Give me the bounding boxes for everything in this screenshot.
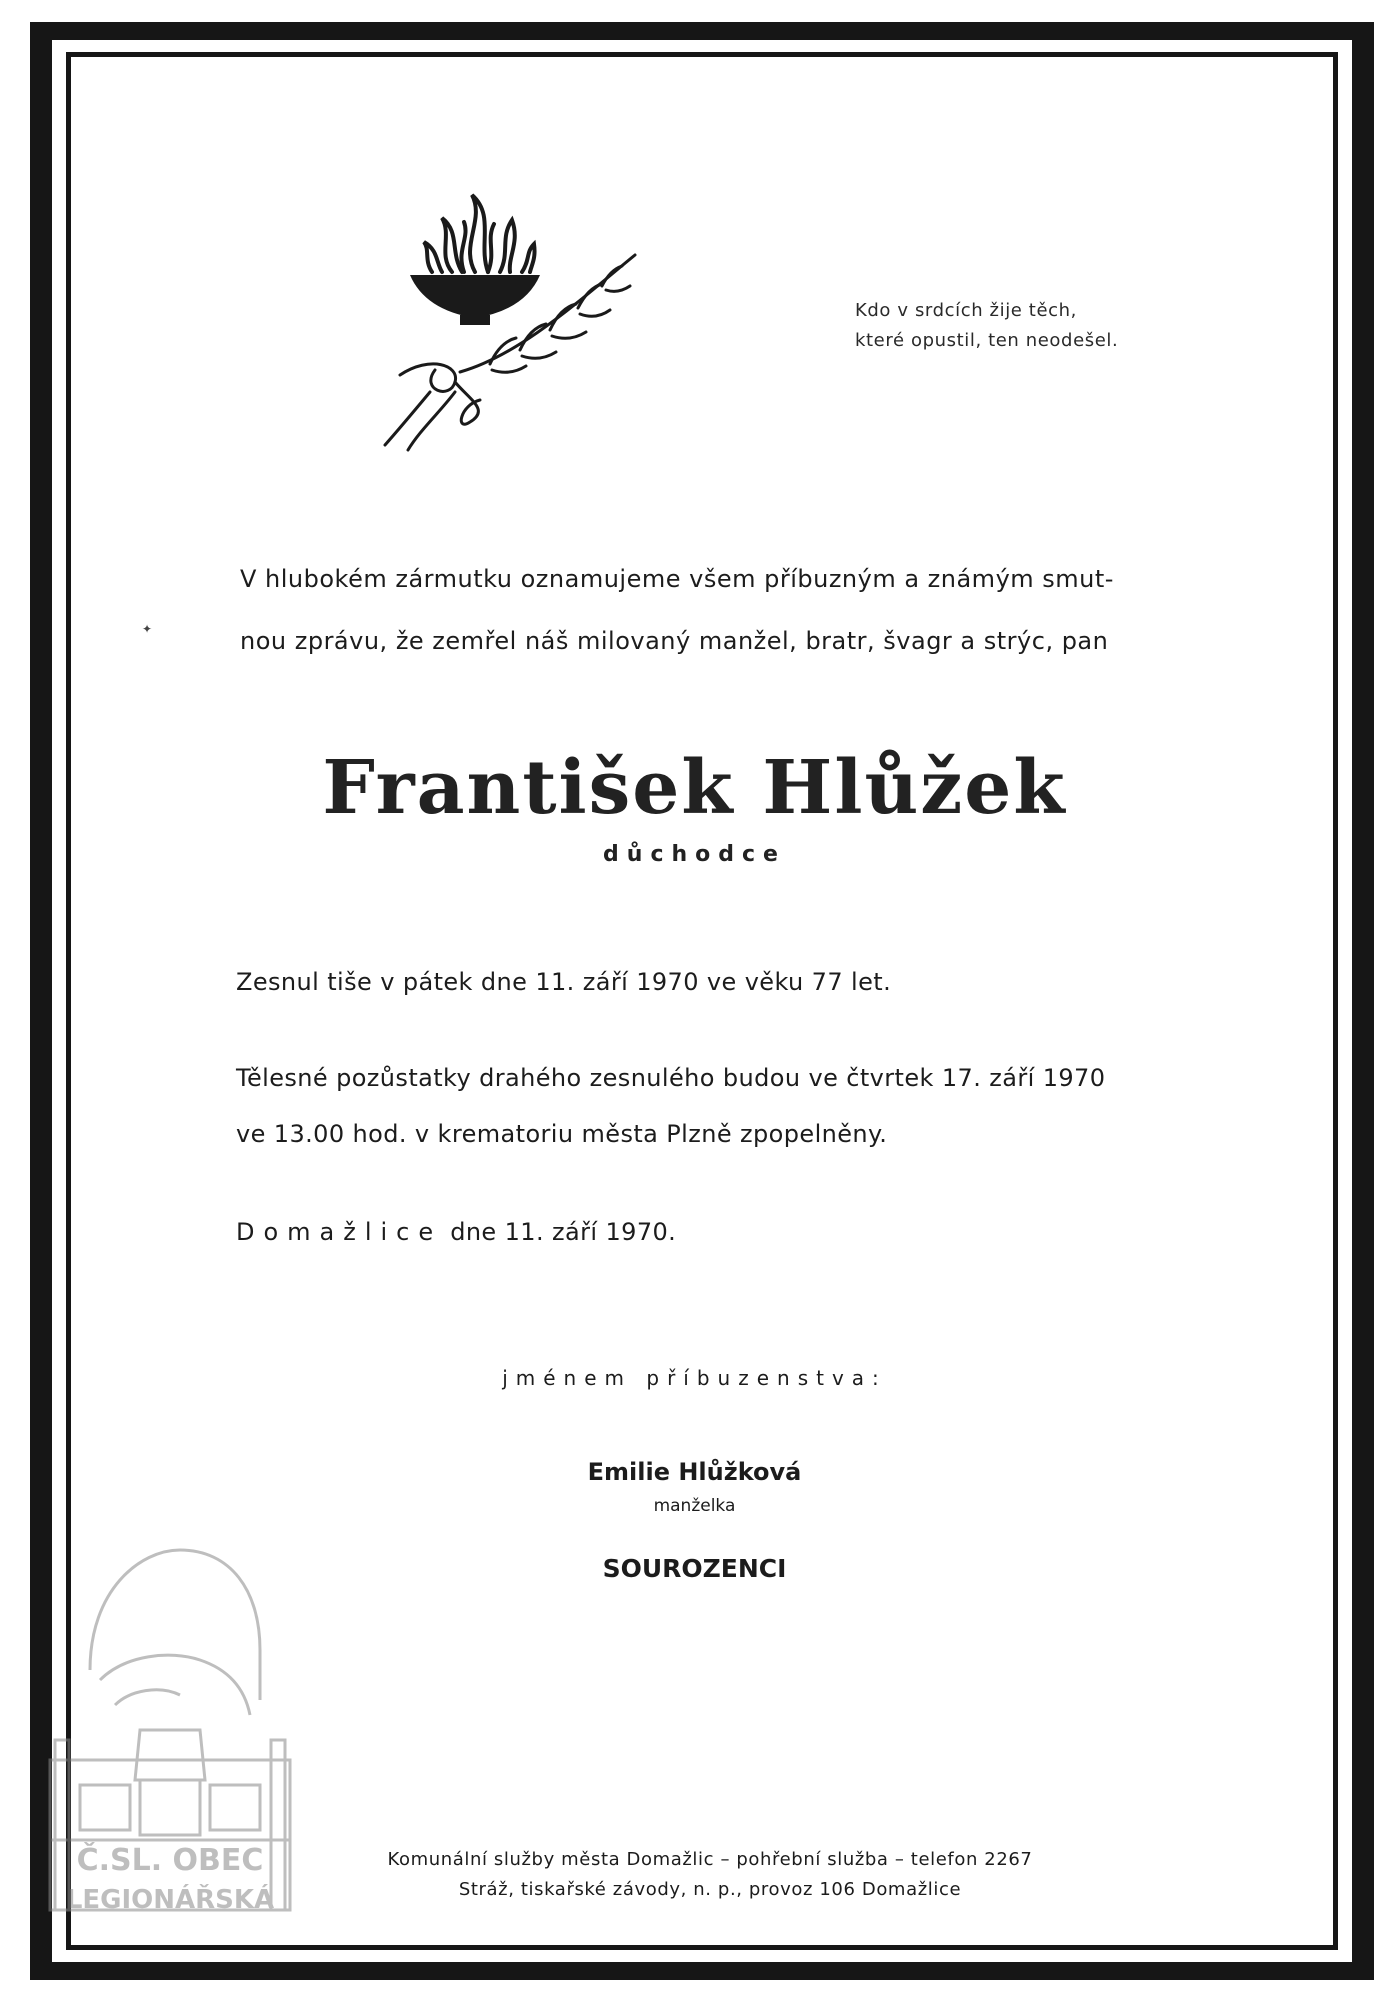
deceased-title: důchodce — [603, 842, 786, 867]
deceased-name: František Hlůžek — [322, 745, 1067, 831]
memorial-motto — [855, 296, 1215, 356]
siblings-label: SOUROZENCI — [602, 1554, 787, 1583]
footer-line-1: Komunální služby města Domažlic – pohřební služba – telefon 2267 — [387, 1849, 1033, 1870]
dateline-city: Domažlice — [236, 1218, 443, 1246]
cremation-line-2: ve 13.00 hod. v krematoriu města Plzně zpopelněny. — [236, 1120, 888, 1148]
motto-line-2: které opustil, ten neodešel. — [855, 330, 1119, 351]
announcement-line-2: nou zprávu, že zemřel náš milovaný manžel, bratr, švagr a strýc, pan — [240, 627, 1109, 655]
footer-line-2: Stráž, tiskařské závody, n. p., provoz 106 Domažlice — [458, 1879, 962, 1900]
signoff: jménem příbuzenstva: — [502, 1366, 887, 1390]
cremation-notice — [236, 1050, 1105, 1162]
print-speck: ✦ — [142, 622, 153, 636]
widow-relation: manželka — [653, 1496, 736, 1516]
watermark-text-1: Č.SL. OBEC — [76, 1843, 264, 1878]
widow-name: Emilie Hlůžková — [587, 1458, 802, 1486]
motto-line-1: Kdo v srdcích žije těch, — [855, 300, 1077, 321]
dateline — [236, 1218, 676, 1246]
cremation-line-1: Tělesné pozůstatky drahého zesnulého budou ve čtvrtek 17. září 1970 — [236, 1064, 1106, 1092]
death-notice: Zesnul tiše v pátek dne 11. září 1970 ve věku 77 let. — [236, 968, 892, 996]
printer-footer — [340, 1845, 1080, 1905]
announcement-paragraph — [240, 548, 1160, 672]
eternal-flame-emblem-icon — [360, 160, 670, 460]
watermark-text-2: LEGIONÁŘSKÁ — [65, 1885, 275, 1915]
dateline-date: dne 11. září 1970. — [450, 1218, 677, 1246]
announcement-line-1: V hlubokém zármutku oznamujeme všem příbuzným a známým smut- — [240, 565, 1114, 593]
legion-watermark-icon — [30, 1530, 310, 1950]
